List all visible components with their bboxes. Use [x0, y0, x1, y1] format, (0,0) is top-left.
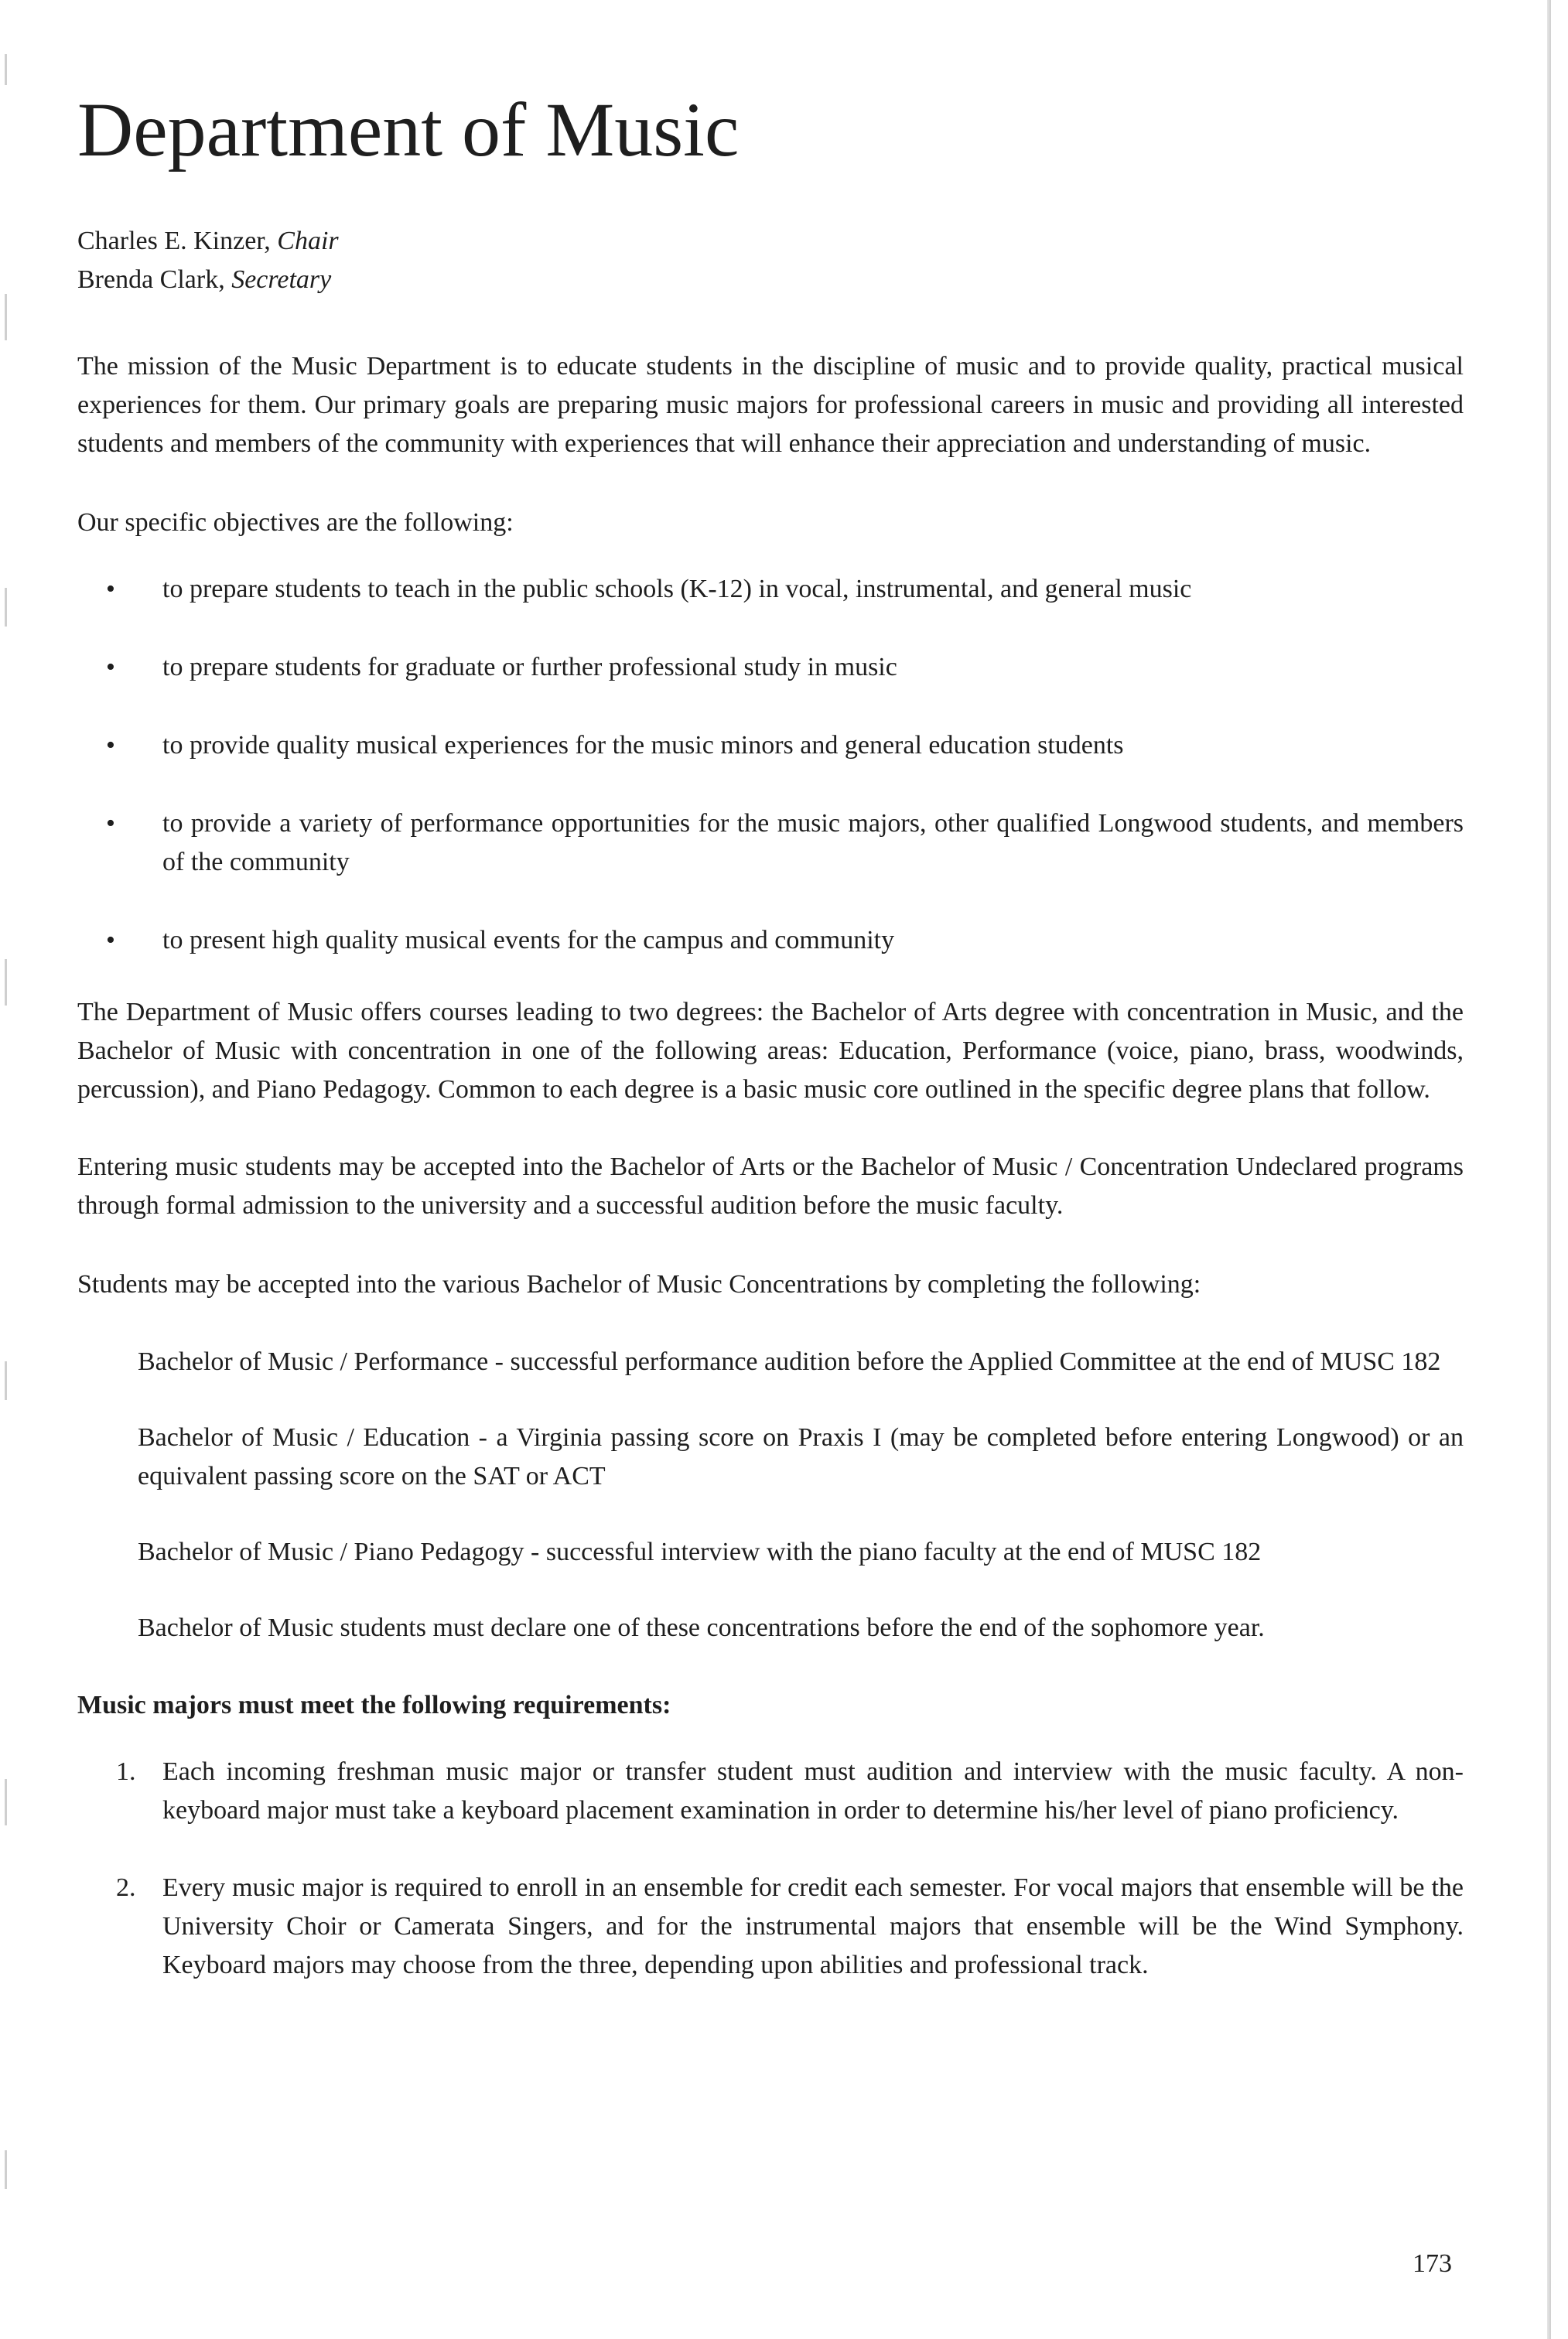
list-item	[77, 1869, 1464, 1985]
concentration-performance: Bachelor of Music / Performance - successful performance audition before the Applied Committee at the end of MUSC 182	[138, 1347, 1441, 1376]
scan-mark	[5, 54, 7, 85]
requirements-list	[77, 1753, 1464, 1985]
list-item-text: to prepare students for graduate or further professional study in music	[162, 653, 897, 681]
bullet-icon: •	[106, 926, 115, 954]
staff-line-chair	[77, 222, 1464, 261]
scan-mark	[5, 588, 7, 627]
list-item	[77, 921, 1464, 960]
bullet-icon: •	[106, 653, 115, 681]
mission-paragraph: The mission of the Music Department is to educate students in the discipline of music and to provide quality, practical musical experiences for them. Our primary goals are preparing music majors for professional careers in music and providing all interested students and members of the community with experiences that will enhance their appreciation and understanding of music.	[77, 352, 1464, 458]
list-item	[77, 804, 1464, 882]
objectives-intro: Our specific objectives are the following:	[77, 508, 514, 537]
document-page	[77, 85, 1464, 2023]
staff-name: Charles E. Kinzer,	[77, 227, 278, 255]
page-edge-shadow	[1547, 0, 1551, 2339]
list-number: 2.	[116, 1873, 136, 1902]
list-item-text: to provide a variety of performance opportunities for the music majors, other qualified Longwood students, and members of the community	[162, 809, 1464, 876]
list-number: 1.	[116, 1757, 136, 1786]
staff-line-secretary	[77, 261, 1464, 299]
concentration-declare-note: Bachelor of Music students must declare one of these concentrations before the end of the sophomore year.	[138, 1613, 1265, 1642]
page-number: 173	[1413, 2249, 1452, 2278]
list-item	[77, 570, 1464, 609]
list-item-text: Every music major is required to enroll in an ensemble for credit each semester. For vocal majors that ensemble will be the University Choir or Camerata Singers, and for the instrumental majors that ensemble will be the Wind Symphony. Keyboard majors may choose from the three, depending upon abilities and professional track.	[162, 1873, 1464, 1979]
concentration-education: Bachelor of Music / Education - a Virginia passing score on Praxis I (may be completed before entering Longwood) or an equivalent passing score on the SAT or ACT	[138, 1423, 1464, 1490]
objectives-list	[77, 570, 1464, 960]
bullet-icon: •	[106, 575, 115, 603]
accepted-intro: Students may be accepted into the various Bachelor of Music Concentrations by completing the following:	[77, 1270, 1201, 1299]
staff-name: Brenda Clark,	[77, 265, 232, 294]
list-item-text: to present high quality musical events for the campus and community	[162, 926, 895, 954]
scan-mark	[5, 294, 7, 340]
bullet-icon: •	[106, 731, 115, 760]
concentration-piano-pedagogy: Bachelor of Music / Piano Pedagogy - successful interview with the piano faculty at the end of MUSC 182	[138, 1538, 1262, 1566]
list-item	[77, 1753, 1464, 1830]
scan-mark	[5, 1361, 7, 1400]
staff-role: Chair	[277, 227, 339, 255]
list-item-text: to prepare students to teach in the public schools (K-12) in vocal, instrumental, and general music	[162, 575, 1192, 603]
list-item-text: Each incoming freshman music major or transfer student must audition and interview with the music faculty. A non-keyboard major must take a keyboard placement examination in order to determine his/her level of piano proficiency.	[162, 1757, 1464, 1825]
entering-paragraph: Entering music students may be accepted into the Bachelor of Arts or the Bachelor of Music / Concentration Undeclared programs through formal admission to the university and a successful audition before the music faculty.	[77, 1152, 1464, 1220]
requirements-heading: Music majors must meet the following requirements:	[77, 1691, 671, 1719]
bullet-icon: •	[106, 809, 115, 838]
list-item	[77, 648, 1464, 687]
staff-list	[77, 222, 1464, 299]
degrees-paragraph: The Department of Music offers courses leading to two degrees: the Bachelor of Arts degree with concentration in Music, and the Bachelor of Music with concentration in one of the following areas: Education, Performance (voice, piano, brass, woodwinds, percussion), and Piano Pedagogy. Common to each degree is a basic music core outlined in the specific degree plans that follow.	[77, 998, 1464, 1104]
staff-role: Secretary	[231, 265, 332, 294]
list-item-text: to provide quality musical experiences for the music minors and general education students	[162, 731, 1124, 760]
list-item	[77, 726, 1464, 765]
scan-mark	[5, 959, 7, 1006]
scan-mark	[5, 2150, 7, 2189]
scan-mark	[5, 1779, 7, 1825]
page-title: Department of Music	[77, 87, 740, 172]
